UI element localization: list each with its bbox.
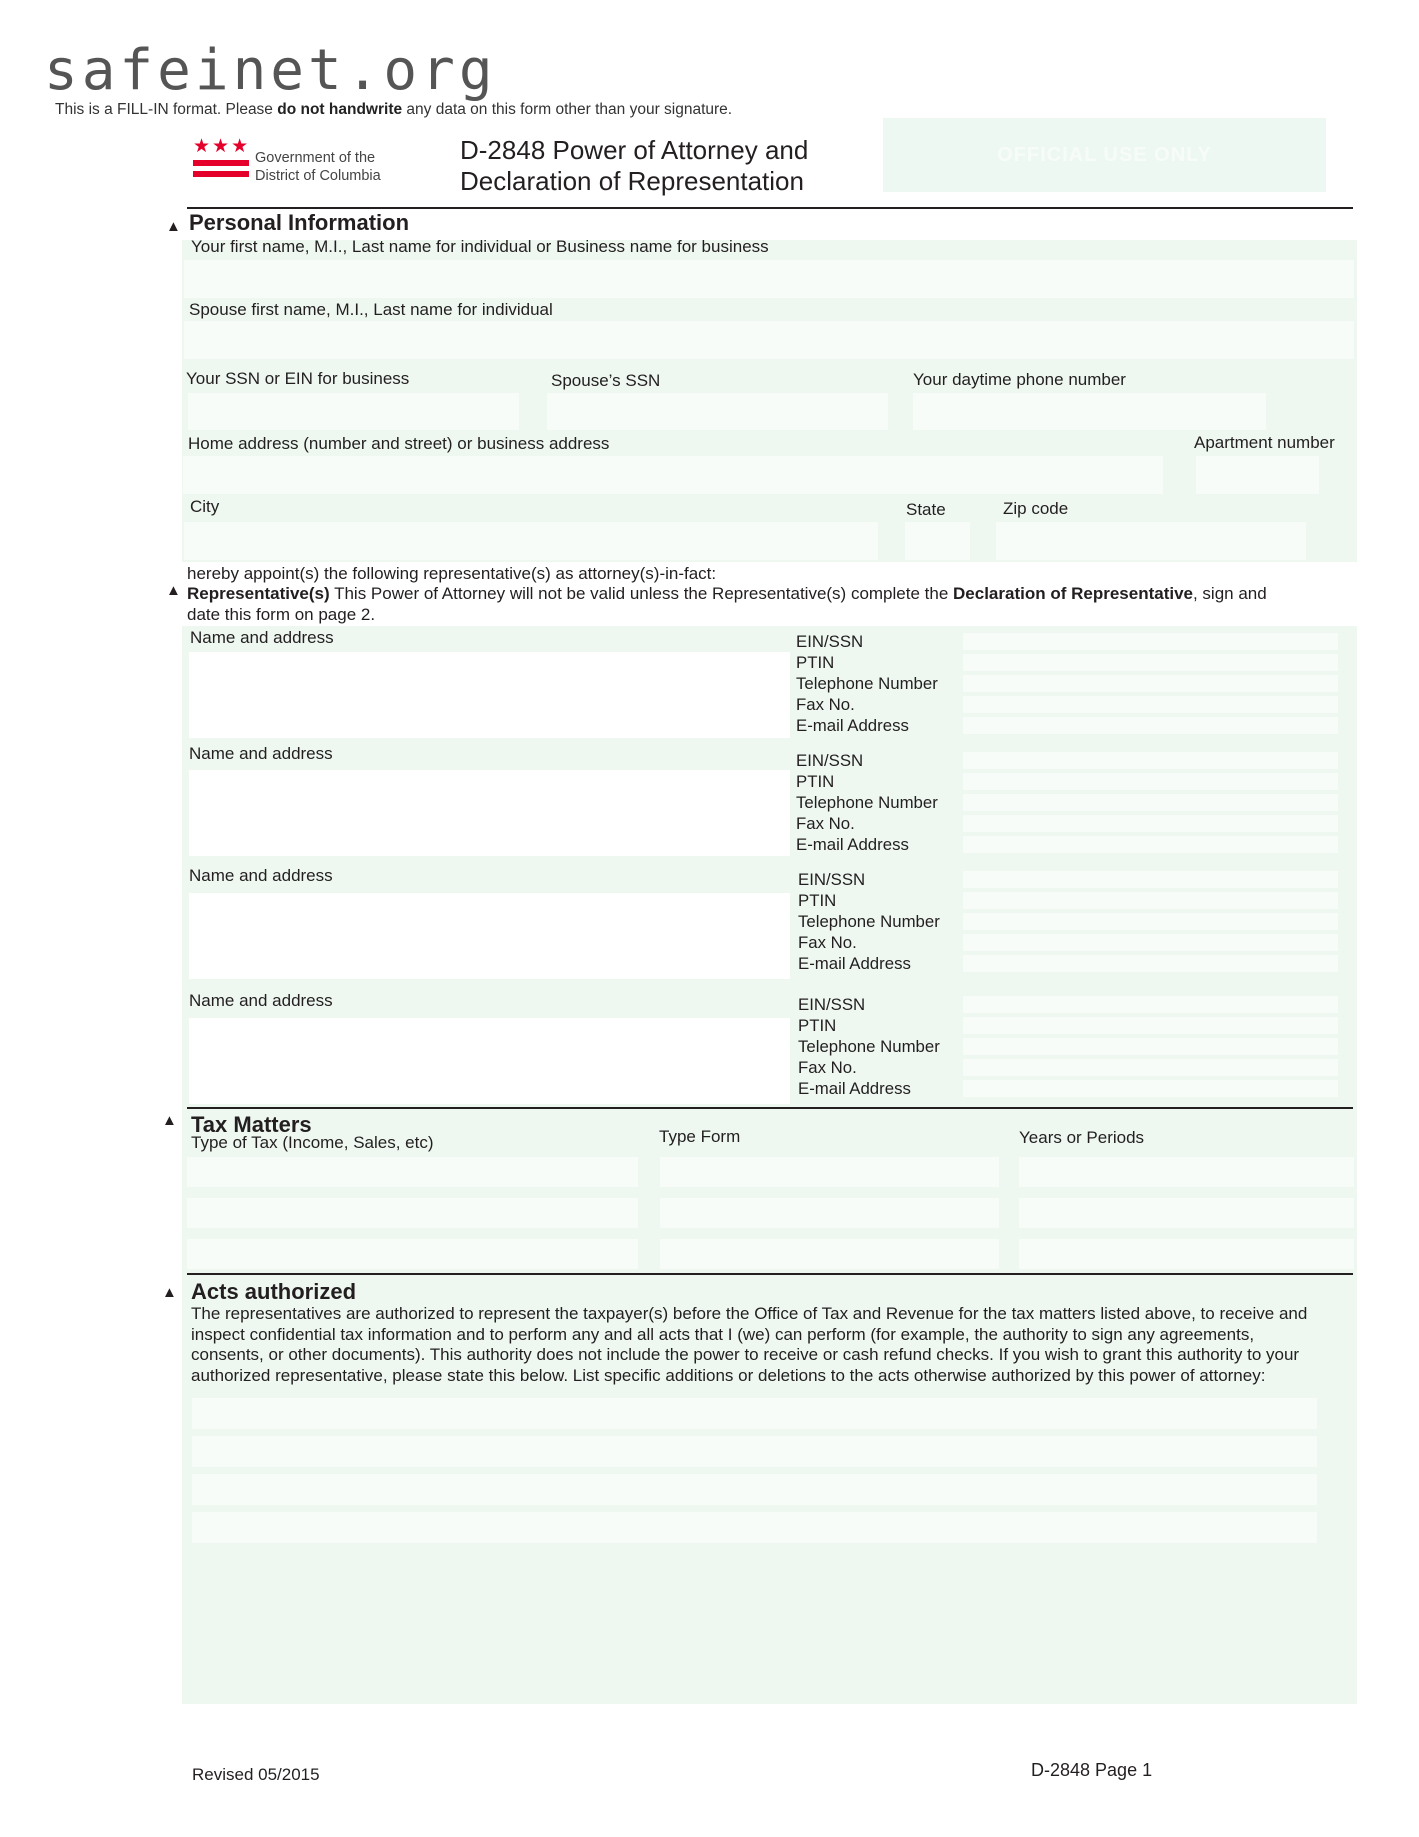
acts-additions-input-3[interactable]: [192, 1474, 1317, 1505]
name-label: Your first name, M.I., Last name for individual or Business name for business: [191, 237, 769, 256]
zip-input[interactable]: [996, 522, 1306, 560]
rep-email-input[interactable]: [963, 836, 1338, 853]
rep-telephone-input[interactable]: [963, 675, 1338, 692]
rep-ein-ssn-input[interactable]: [963, 871, 1338, 888]
section-rule: [187, 1273, 1353, 1275]
city-input[interactable]: [184, 522, 878, 560]
years-periods-label: Years or Periods: [1019, 1128, 1145, 1147]
rep-name-label: Name and address: [189, 866, 333, 885]
revised-date: Revised 05/2015: [192, 1765, 320, 1784]
tax-type-input[interactable]: [187, 1239, 638, 1269]
phone-label: Your daytime phone number: [913, 370, 1126, 389]
rep-detail-labels: EIN/SSN PTIN Telephone Number Fax No. E-mail Address: [796, 632, 938, 735]
state-label: State: [906, 500, 946, 519]
dc-flag-bar-bottom: [193, 171, 249, 177]
watermark-text: safeinet.org: [44, 38, 497, 103]
rep-detail-labels: EIN/SSN PTIN Telephone Number Fax No. E-mail Address: [796, 751, 938, 854]
rep-detail-labels: EIN/SSN PTIN Telephone Number Fax No. E-mail Address: [798, 870, 940, 973]
spouse-name-input[interactable]: [184, 321, 1354, 359]
type-form-label: Type Form: [659, 1127, 741, 1146]
rep-name-address-input[interactable]: [189, 652, 790, 738]
rep-name-label: Name and address: [189, 744, 333, 763]
spouse-ssn-input[interactable]: [547, 393, 888, 430]
type-form-input[interactable]: [660, 1157, 999, 1187]
rep-telephone-input[interactable]: [963, 1038, 1338, 1055]
form-title: D-2848 Power of Attorney and Declaration of Representation: [460, 135, 809, 196]
rep-fax-input[interactable]: [963, 1059, 1338, 1076]
acts-authorized-heading: Acts authorized: [191, 1279, 357, 1304]
rep-telephone-input[interactable]: [963, 794, 1338, 811]
rep-fax-input[interactable]: [963, 934, 1338, 951]
page-number: D-2848 Page 1: [1031, 1760, 1153, 1780]
acts-additions-input-2[interactable]: [192, 1436, 1317, 1467]
acts-additions-input-4[interactable]: [192, 1512, 1317, 1543]
rep-ptin-input[interactable]: [963, 654, 1338, 671]
rep-name-label: Name and address: [189, 991, 333, 1010]
ssn-label: Your SSN or EIN for business: [186, 369, 410, 388]
spouse-ssn-label: Spouse’s SSN: [551, 371, 661, 390]
spouse-name-label: Spouse first name, M.I., Last name for individual: [189, 300, 553, 319]
rep-name-address-input[interactable]: [189, 1018, 790, 1104]
appoint-text: hereby appoint(s) the following representative(s) as attorney(s)-in-fact:: [187, 564, 717, 583]
dc-flag-stars-icon: ★★★: [193, 136, 251, 157]
rep-ptin-input[interactable]: [963, 773, 1338, 790]
name-input[interactable]: [184, 260, 1354, 298]
address-input[interactable]: [183, 456, 1163, 494]
acts-authorized-text: The representatives are authorized to represent the taxpayer(s) before the Office of Tax and Revenue for the tax matters listed above, to receive and inspect confidential tax information and to perform any and all acts that I (we) can perform (for example, the authority to sign any agreements, consents, or other documents). This authority does not include the power to receive or cash refund checks. If you wish to grant this authority to your authorized representative, please state this below. List specific additions or deletions to the acts otherwise authorized by this power of attorney:: [191, 1304, 1308, 1385]
rep-name-label: Name and address: [190, 628, 334, 647]
state-input[interactable]: [905, 522, 970, 560]
rep-email-input[interactable]: [963, 717, 1338, 734]
rep-ein-ssn-input[interactable]: [963, 996, 1338, 1013]
rep-email-input[interactable]: [963, 955, 1338, 972]
tax-type-input[interactable]: [187, 1157, 638, 1187]
dc-flag-bar-top: [193, 160, 249, 166]
years-periods-input[interactable]: [1019, 1157, 1354, 1187]
address-label: Home address (number and street) or business address: [188, 434, 610, 453]
type-form-input[interactable]: [660, 1198, 999, 1228]
personal-info-heading: Personal Information: [189, 210, 410, 235]
rep-email-input[interactable]: [963, 1080, 1338, 1097]
rep-ein-ssn-input[interactable]: [963, 633, 1338, 650]
zip-label: Zip code: [1003, 499, 1069, 518]
rep-fax-input[interactable]: [963, 815, 1338, 832]
city-label: City: [190, 497, 220, 516]
section-marker-icon: ▲: [166, 218, 181, 235]
type-form-input[interactable]: [660, 1239, 999, 1269]
apartment-label: Apartment number: [1194, 433, 1335, 452]
tax-type-label: Type of Tax (Income, Sales, etc): [191, 1133, 434, 1152]
official-use-box: OFFICIAL USE ONLY: [883, 118, 1326, 192]
tax-type-input[interactable]: [187, 1198, 638, 1228]
section-rule: [187, 1107, 1353, 1109]
dc-government-logo-text: Government of the District of Columbia: [255, 150, 381, 184]
rep-ptin-input[interactable]: [963, 1017, 1338, 1034]
phone-input[interactable]: [913, 393, 1266, 430]
acts-additions-input-1[interactable]: [192, 1398, 1317, 1429]
rep-ptin-input[interactable]: [963, 892, 1338, 909]
rep-telephone-input[interactable]: [963, 913, 1338, 930]
rep-ein-ssn-input[interactable]: [963, 752, 1338, 769]
years-periods-input[interactable]: [1019, 1239, 1354, 1269]
years-periods-input[interactable]: [1019, 1198, 1354, 1228]
section-marker-icon: ▲: [166, 582, 181, 599]
apartment-input[interactable]: [1196, 456, 1319, 494]
rep-name-address-input[interactable]: [189, 770, 790, 856]
section-marker-icon: ▲: [162, 1112, 177, 1129]
ssn-input[interactable]: [188, 393, 519, 430]
representatives-instructions: Representative(s) This Power of Attorney will not be valid unless the Representative(s) complete the Declaration of Representative, sign and date this form on page 2.: [187, 584, 1267, 624]
tax-matters-heading: Tax Matters: [191, 1112, 312, 1137]
rep-fax-input[interactable]: [963, 696, 1338, 713]
section-rule: [187, 207, 1353, 209]
rep-name-address-input[interactable]: [189, 893, 790, 979]
section-marker-icon: ▲: [162, 1284, 177, 1301]
rep-detail-labels: EIN/SSN PTIN Telephone Number Fax No. E-mail Address: [798, 995, 940, 1098]
fill-in-notice: This is a FILL-IN format. Please do not handwrite any data on this form other than your signature.: [55, 101, 733, 118]
